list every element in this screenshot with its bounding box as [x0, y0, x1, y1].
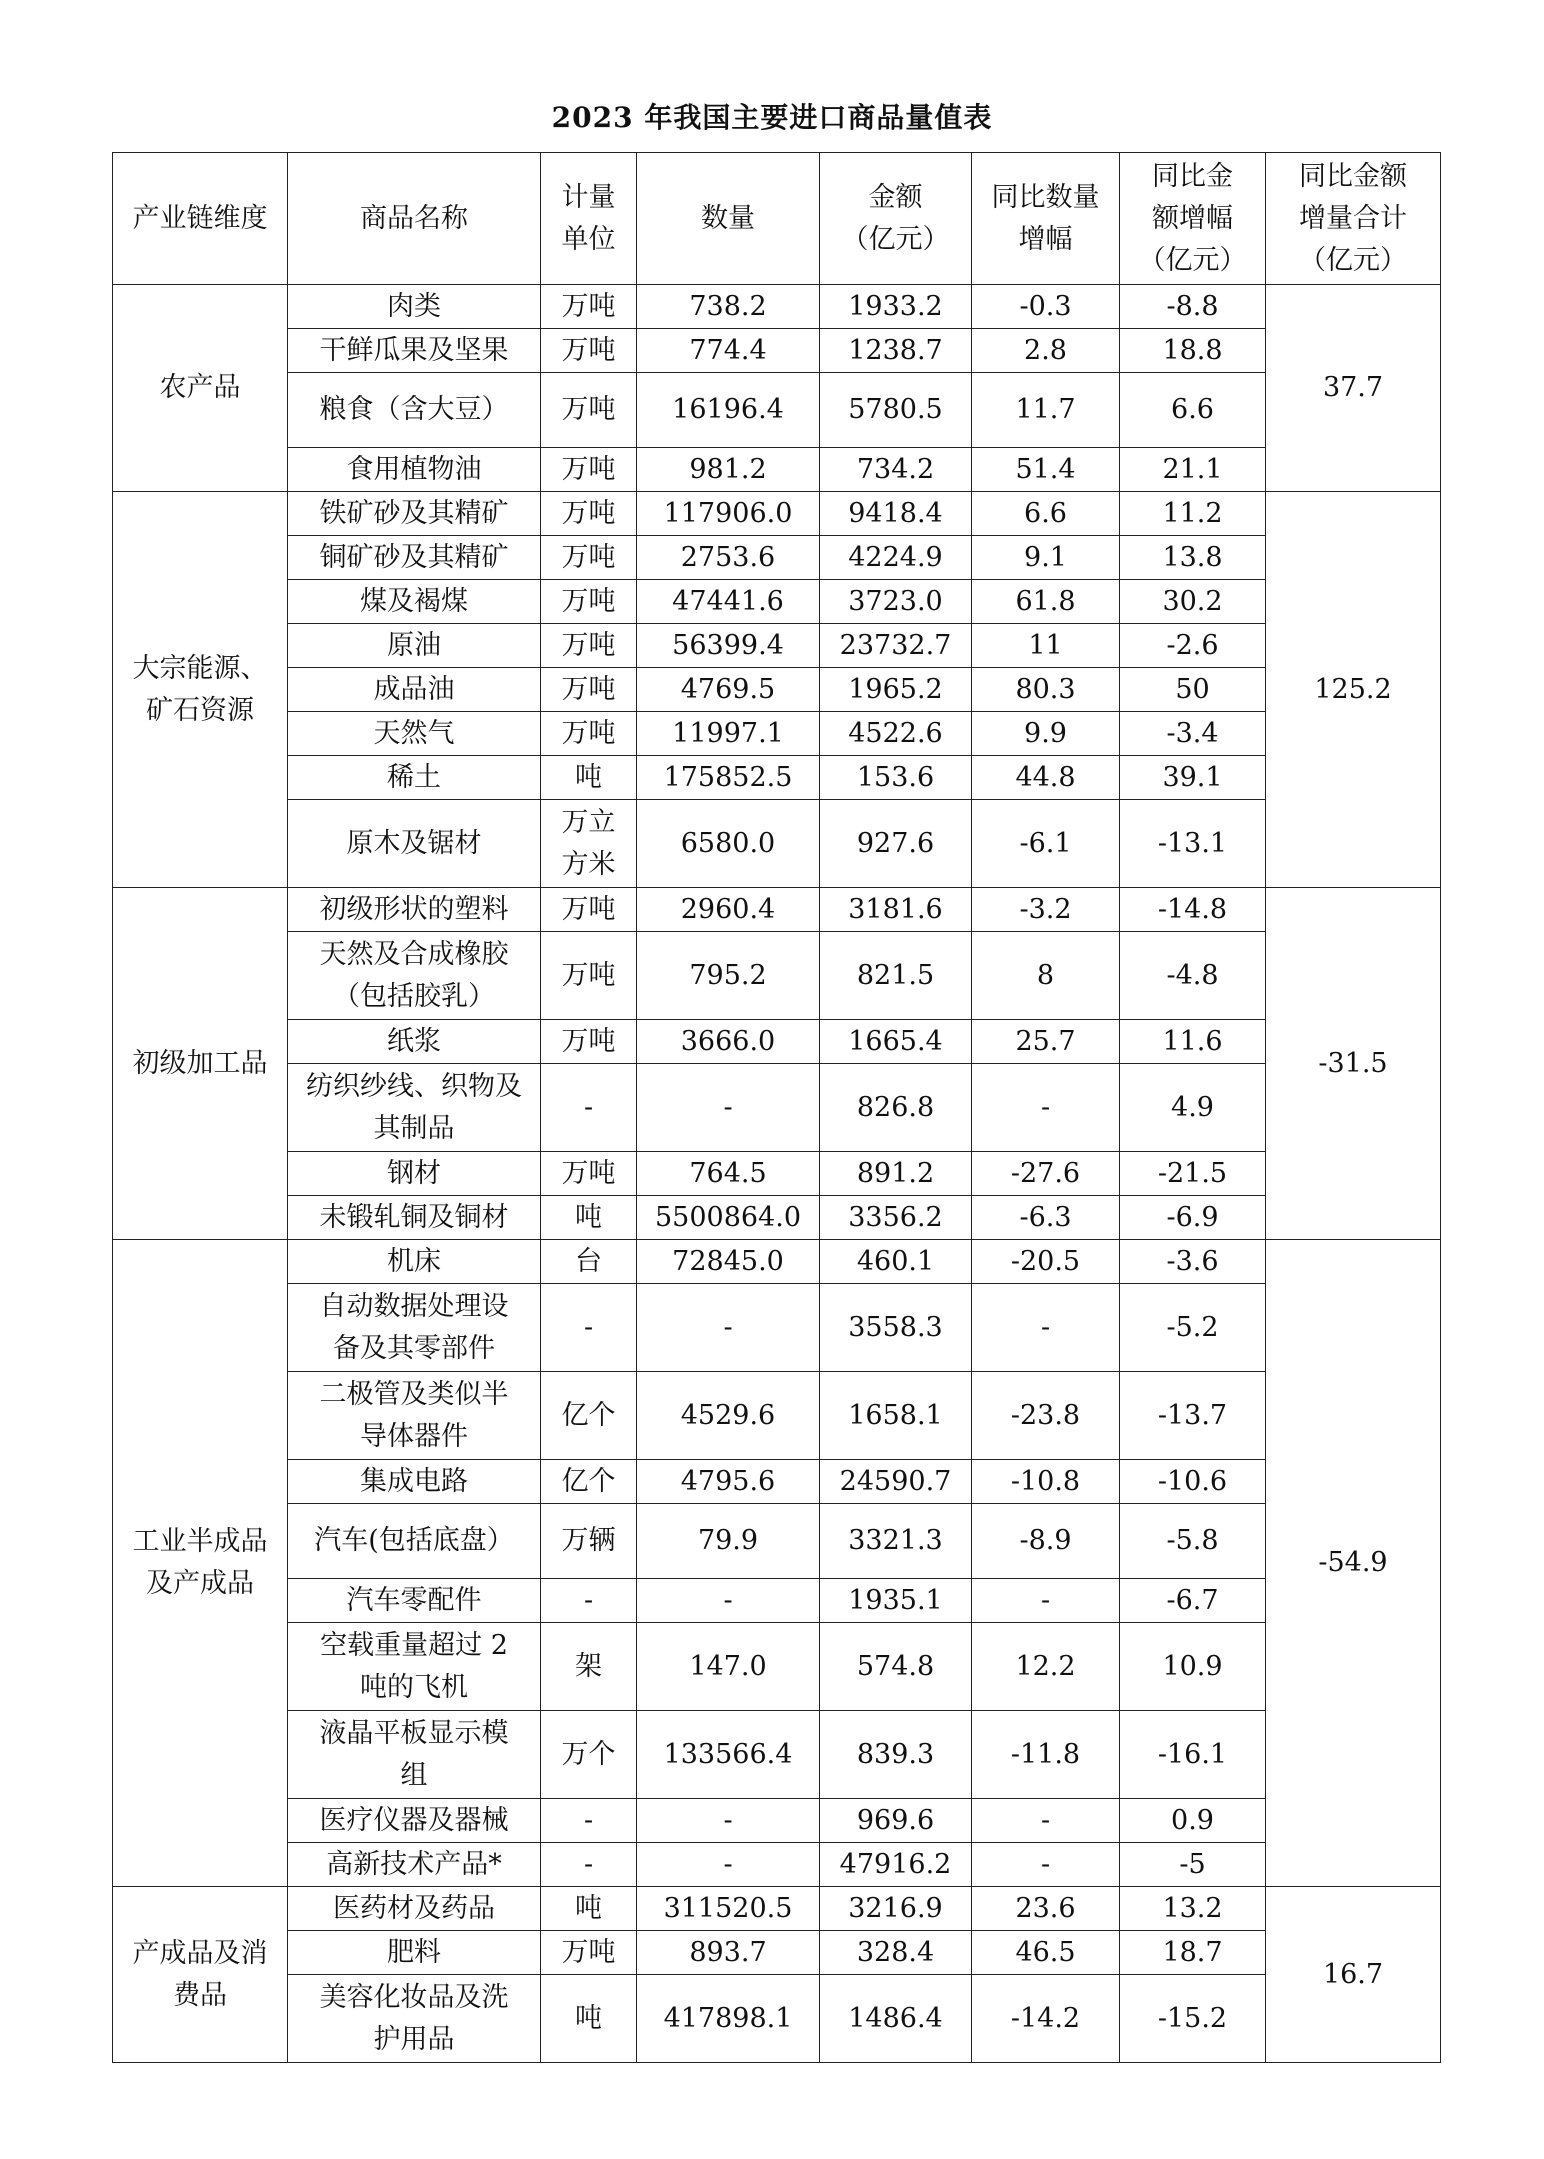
cell-group-total: 37.7: [1266, 285, 1441, 492]
cell-qty: 311520.5: [637, 1887, 820, 1931]
table-row: [113, 373, 1441, 448]
table-row: [113, 800, 1441, 888]
cell-qty-growth: -27.6: [972, 1152, 1120, 1196]
cell-unit: 万吨: [541, 1931, 637, 1975]
table-row: [113, 1975, 1441, 2063]
cell-qty: 147.0: [637, 1623, 820, 1711]
cell-name: 天然气: [288, 712, 541, 756]
cell-amount: 9418.4: [820, 492, 972, 536]
cell-qty-growth: 80.3: [972, 668, 1120, 712]
table-row: [113, 1064, 1441, 1152]
cell-qty: -: [637, 1799, 820, 1843]
cell-name: 自动数据处理设 备及其零部件: [288, 1284, 541, 1372]
cell-amount: 1665.4: [820, 1020, 972, 1064]
header-amount: 金额 （亿元）: [820, 153, 972, 285]
cell-qty: -: [637, 1843, 820, 1887]
cell-name: 原油: [288, 624, 541, 668]
cell-name: 天然及合成橡胶 （包括胶乳）: [288, 932, 541, 1020]
import-table: [112, 152, 1441, 2063]
cell-amount: 969.6: [820, 1799, 972, 1843]
cell-qty-growth: -: [972, 1284, 1120, 1372]
cell-unit: 万吨: [541, 1020, 637, 1064]
cell-category: 农产品: [113, 285, 288, 492]
cell-amount-growth: -13.7: [1120, 1372, 1266, 1460]
table-row: [113, 329, 1441, 373]
cell-name: 原木及锯材: [288, 800, 541, 888]
table-row: [113, 1504, 1441, 1579]
cell-qty-growth: 46.5: [972, 1931, 1120, 1975]
cell-amount: 5780.5: [820, 373, 972, 448]
cell-name: 干鲜瓜果及坚果: [288, 329, 541, 373]
table-body: [113, 285, 1441, 2063]
cell-unit: 万吨: [541, 668, 637, 712]
cell-name: 未锻轧铜及铜材: [288, 1196, 541, 1240]
cell-unit: 万吨: [541, 712, 637, 756]
cell-amount-growth: -3.4: [1120, 712, 1266, 756]
cell-unit: -: [541, 1843, 637, 1887]
cell-amount-growth: 10.9: [1120, 1623, 1266, 1711]
cell-amount-growth: 11.6: [1120, 1020, 1266, 1064]
cell-qty: 2960.4: [637, 888, 820, 932]
cell-unit: 吨: [541, 1887, 637, 1931]
cell-amount-growth: -4.8: [1120, 932, 1266, 1020]
cell-qty-growth: -8.9: [972, 1504, 1120, 1579]
cell-name: 稀土: [288, 756, 541, 800]
cell-amount-growth: -16.1: [1120, 1711, 1266, 1799]
cell-amount: 3723.0: [820, 580, 972, 624]
cell-group-total: -54.9: [1266, 1240, 1441, 1887]
cell-qty-growth: 11.7: [972, 373, 1120, 448]
cell-qty: 47441.6: [637, 580, 820, 624]
table-row: [113, 1579, 1441, 1623]
header-qty: 数量: [637, 153, 820, 285]
cell-amount: 3216.9: [820, 1887, 972, 1931]
table-row: [113, 1284, 1441, 1372]
cell-name: 二极管及类似半 导体器件: [288, 1372, 541, 1460]
cell-qty: 981.2: [637, 448, 820, 492]
cell-qty-growth: -23.8: [972, 1372, 1120, 1460]
cell-unit: -: [541, 1799, 637, 1843]
cell-amount-growth: 4.9: [1120, 1064, 1266, 1152]
cell-qty: 795.2: [637, 932, 820, 1020]
cell-amount-growth: -10.6: [1120, 1460, 1266, 1504]
table-row: [113, 1152, 1441, 1196]
cell-amount: 821.5: [820, 932, 972, 1020]
header-name: 商品名称: [288, 153, 541, 285]
cell-amount-growth: 13.8: [1120, 536, 1266, 580]
cell-amount-growth: -15.2: [1120, 1975, 1266, 2063]
cell-unit: 万立 方米: [541, 800, 637, 888]
cell-amount: 927.6: [820, 800, 972, 888]
table-row: [113, 1196, 1441, 1240]
cell-amount-growth: 18.7: [1120, 1931, 1266, 1975]
cell-amount-growth: -6.9: [1120, 1196, 1266, 1240]
cell-qty-growth: 61.8: [972, 580, 1120, 624]
cell-qty: 2753.6: [637, 536, 820, 580]
cell-amount-growth: 0.9: [1120, 1799, 1266, 1843]
cell-qty-growth: 23.6: [972, 1887, 1120, 1931]
cell-qty: -: [637, 1579, 820, 1623]
cell-qty-growth: -20.5: [972, 1240, 1120, 1284]
cell-amount: 1935.1: [820, 1579, 972, 1623]
cell-name: 粮食（含大豆）: [288, 373, 541, 448]
cell-qty-growth: 44.8: [972, 756, 1120, 800]
cell-qty-growth: -: [972, 1799, 1120, 1843]
cell-unit: 万吨: [541, 373, 637, 448]
cell-qty-growth: 9.9: [972, 712, 1120, 756]
cell-unit: 万吨: [541, 1152, 637, 1196]
cell-name: 初级形状的塑料: [288, 888, 541, 932]
cell-amount-growth: -6.7: [1120, 1579, 1266, 1623]
cell-qty: -: [637, 1064, 820, 1152]
cell-qty: 175852.5: [637, 756, 820, 800]
cell-unit: 亿个: [541, 1460, 637, 1504]
cell-name: 肉类: [288, 285, 541, 329]
table-row: [113, 1931, 1441, 1975]
cell-unit: -: [541, 1064, 637, 1152]
cell-amount: 1658.1: [820, 1372, 972, 1460]
cell-qty: 4795.6: [637, 1460, 820, 1504]
cell-unit: 台: [541, 1240, 637, 1284]
cell-amount-growth: -5.2: [1120, 1284, 1266, 1372]
cell-amount-growth: 11.2: [1120, 492, 1266, 536]
cell-name: 医药材及药品: [288, 1887, 541, 1931]
table-row: [113, 536, 1441, 580]
cell-unit: 吨: [541, 1196, 637, 1240]
cell-amount-growth: 18.8: [1120, 329, 1266, 373]
cell-unit: 吨: [541, 1975, 637, 2063]
header-unit: 计量 单位: [541, 153, 637, 285]
cell-amount: 826.8: [820, 1064, 972, 1152]
cell-amount: 4522.6: [820, 712, 972, 756]
cell-unit: 架: [541, 1623, 637, 1711]
cell-amount: 153.6: [820, 756, 972, 800]
cell-qty-growth: -11.8: [972, 1711, 1120, 1799]
table-row: [113, 668, 1441, 712]
cell-qty: 11997.1: [637, 712, 820, 756]
cell-qty-growth: -0.3: [972, 285, 1120, 329]
cell-qty-growth: 25.7: [972, 1020, 1120, 1064]
cell-qty-growth: 2.8: [972, 329, 1120, 373]
cell-amount: 328.4: [820, 1931, 972, 1975]
cell-group-total: 125.2: [1266, 492, 1441, 888]
cell-qty-growth: -6.3: [972, 1196, 1120, 1240]
header-qty-growth: 同比数量 增幅: [972, 153, 1120, 285]
cell-name: 医疗仪器及器械: [288, 1799, 541, 1843]
table-row: [113, 712, 1441, 756]
cell-unit: 吨: [541, 756, 637, 800]
cell-qty: 3666.0: [637, 1020, 820, 1064]
cell-qty: 738.2: [637, 285, 820, 329]
table-row: [113, 448, 1441, 492]
cell-qty-growth: -: [972, 1064, 1120, 1152]
table-row: [113, 1372, 1441, 1460]
cell-group-total: -31.5: [1266, 888, 1441, 1240]
cell-name: 汽车零配件: [288, 1579, 541, 1623]
table-row: [113, 285, 1441, 329]
header-row: [113, 153, 1441, 285]
cell-unit: 万吨: [541, 448, 637, 492]
cell-amount-growth: 39.1: [1120, 756, 1266, 800]
cell-qty: 6580.0: [637, 800, 820, 888]
cell-name: 空载重量超过 2 吨的飞机: [288, 1623, 541, 1711]
cell-unit: 万吨: [541, 492, 637, 536]
cell-unit: 万个: [541, 1711, 637, 1799]
cell-qty: 4769.5: [637, 668, 820, 712]
cell-amount: 891.2: [820, 1152, 972, 1196]
cell-amount: 3321.3: [820, 1504, 972, 1579]
cell-qty-growth: -: [972, 1843, 1120, 1887]
table-row: [113, 756, 1441, 800]
table-row: [113, 580, 1441, 624]
table-row: [113, 932, 1441, 1020]
cell-amount-growth: -2.6: [1120, 624, 1266, 668]
cell-amount-growth: -5: [1120, 1843, 1266, 1887]
cell-unit: 万吨: [541, 580, 637, 624]
cell-qty: 764.5: [637, 1152, 820, 1196]
table-row: [113, 1887, 1441, 1931]
table-row: [113, 1843, 1441, 1887]
cell-amount-growth: -5.8: [1120, 1504, 1266, 1579]
cell-unit: 万吨: [541, 329, 637, 373]
cell-name: 美容化妆品及洗 护用品: [288, 1975, 541, 2063]
cell-amount-growth: -13.1: [1120, 800, 1266, 888]
cell-name: 纺织纱线、织物及 其制品: [288, 1064, 541, 1152]
table-row: [113, 1623, 1441, 1711]
cell-unit: 万吨: [541, 888, 637, 932]
page-title: 2023 年我国主要进口商品量值表: [551, 101, 993, 134]
cell-unit: 万吨: [541, 624, 637, 668]
table-row: [113, 1020, 1441, 1064]
cell-qty: 893.7: [637, 1931, 820, 1975]
cell-qty-growth: -3.2: [972, 888, 1120, 932]
cell-category: 大宗能源、 矿石资源: [113, 492, 288, 888]
table-row: [113, 624, 1441, 668]
cell-unit: 万吨: [541, 536, 637, 580]
cell-amount: 3558.3: [820, 1284, 972, 1372]
cell-qty: 72845.0: [637, 1240, 820, 1284]
cell-qty: 4529.6: [637, 1372, 820, 1460]
cell-unit: 万吨: [541, 285, 637, 329]
cell-amount: 4224.9: [820, 536, 972, 580]
cell-name: 集成电路: [288, 1460, 541, 1504]
cell-qty-growth: 51.4: [972, 448, 1120, 492]
cell-amount: 23732.7: [820, 624, 972, 668]
cell-category: 工业半成品 及产成品: [113, 1240, 288, 1887]
cell-name: 汽车(包括底盘）: [288, 1504, 541, 1579]
cell-unit: -: [541, 1579, 637, 1623]
cell-name: 液晶平板显示模 组: [288, 1711, 541, 1799]
cell-amount-growth: -3.6: [1120, 1240, 1266, 1284]
cell-amount: 1238.7: [820, 329, 972, 373]
cell-unit: 万吨: [541, 932, 637, 1020]
cell-qty: 417898.1: [637, 1975, 820, 2063]
cell-qty: 5500864.0: [637, 1196, 820, 1240]
cell-name: 食用植物油: [288, 448, 541, 492]
cell-amount-growth: 50: [1120, 668, 1266, 712]
table-row: [113, 1799, 1441, 1843]
cell-name: 铁矿砂及其精矿: [288, 492, 541, 536]
header-category: 产业链维度: [113, 153, 288, 285]
cell-qty-growth: 11: [972, 624, 1120, 668]
cell-qty: -: [637, 1284, 820, 1372]
cell-name: 高新技术产品*: [288, 1843, 541, 1887]
cell-qty-growth: 8: [972, 932, 1120, 1020]
cell-name: 肥料: [288, 1931, 541, 1975]
cell-amount: 1965.2: [820, 668, 972, 712]
cell-amount-growth: 21.1: [1120, 448, 1266, 492]
cell-amount: 1933.2: [820, 285, 972, 329]
table-row: [113, 492, 1441, 536]
cell-name: 纸浆: [288, 1020, 541, 1064]
cell-name: 机床: [288, 1240, 541, 1284]
cell-amount: 24590.7: [820, 1460, 972, 1504]
table-row: [113, 1240, 1441, 1284]
cell-qty: 133566.4: [637, 1711, 820, 1799]
cell-qty-growth: 9.1: [972, 536, 1120, 580]
cell-name: 成品油: [288, 668, 541, 712]
cell-qty-growth: -6.1: [972, 800, 1120, 888]
cell-qty-growth: -: [972, 1579, 1120, 1623]
cell-amount: 3181.6: [820, 888, 972, 932]
cell-unit: 万辆: [541, 1504, 637, 1579]
cell-qty: 774.4: [637, 329, 820, 373]
cell-amount: 1486.4: [820, 1975, 972, 2063]
cell-category: 产成品及消 费品: [113, 1887, 288, 2063]
cell-qty-growth: 12.2: [972, 1623, 1120, 1711]
cell-name: 铜矿砂及其精矿: [288, 536, 541, 580]
cell-amount-growth: -14.8: [1120, 888, 1266, 932]
cell-qty-growth: -10.8: [972, 1460, 1120, 1504]
cell-amount-growth: 30.2: [1120, 580, 1266, 624]
header-total: 同比金额 增量合计 （亿元）: [1266, 153, 1441, 285]
cell-group-total: 16.7: [1266, 1887, 1441, 2063]
cell-unit: 亿个: [541, 1372, 637, 1460]
cell-amount: 734.2: [820, 448, 972, 492]
cell-amount-growth: 13.2: [1120, 1887, 1266, 1931]
cell-name: 煤及褐煤: [288, 580, 541, 624]
cell-amount-growth: -8.8: [1120, 285, 1266, 329]
table-row: [113, 1460, 1441, 1504]
table-row: [113, 1711, 1441, 1799]
cell-amount: 3356.2: [820, 1196, 972, 1240]
header-amount-growth: 同比金 额增幅 （亿元）: [1120, 153, 1266, 285]
table-row: [113, 888, 1441, 932]
cell-name: 钢材: [288, 1152, 541, 1196]
cell-amount: 839.3: [820, 1711, 972, 1799]
cell-category: 初级加工品: [113, 888, 288, 1240]
cell-amount: 47916.2: [820, 1843, 972, 1887]
cell-qty: 117906.0: [637, 492, 820, 536]
cell-qty: 16196.4: [637, 373, 820, 448]
cell-unit: -: [541, 1284, 637, 1372]
cell-amount: 460.1: [820, 1240, 972, 1284]
cell-qty-growth: -14.2: [972, 1975, 1120, 2063]
cell-qty-growth: 6.6: [972, 492, 1120, 536]
cell-amount-growth: -21.5: [1120, 1152, 1266, 1196]
cell-amount: 574.8: [820, 1623, 972, 1711]
cell-qty: 79.9: [637, 1504, 820, 1579]
cell-qty: 56399.4: [637, 624, 820, 668]
cell-amount-growth: 6.6: [1120, 373, 1266, 448]
